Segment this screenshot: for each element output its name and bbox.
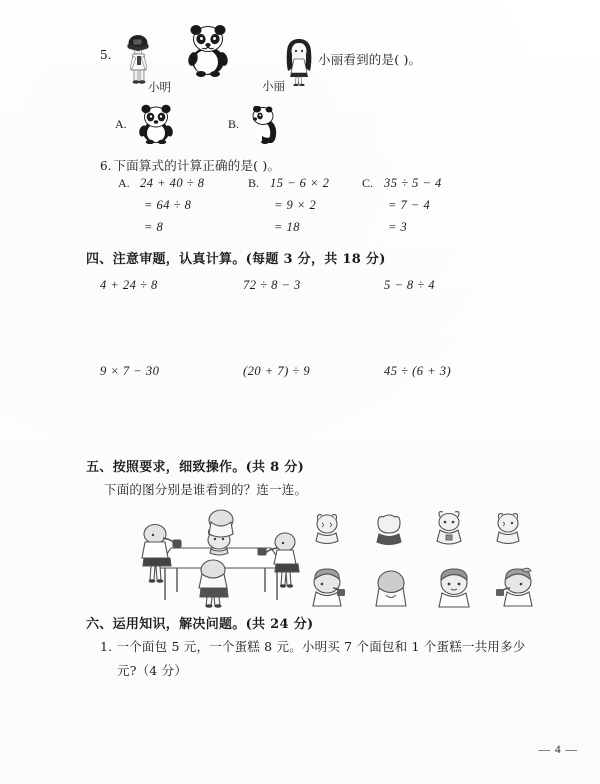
panda-figurine-icon — [186, 23, 232, 77]
page-number: — 4 — — [538, 744, 578, 756]
question-6-option-c-line3: = 3 — [388, 220, 408, 234]
section-4-expression: 5 − 8 ÷ 4 — [384, 278, 436, 292]
boy-with-cap-icon — [122, 32, 156, 84]
question-6-option-b-letter: B. — [248, 176, 260, 190]
question-5-option-b-letter[interactable]: B. — [228, 117, 240, 131]
toy-view-side-icon[interactable] — [432, 511, 466, 547]
question-6-option-a-line3: = 8 — [144, 220, 164, 234]
section-5-heading: 五、按照要求，细致操作。(共 8 分) — [86, 460, 305, 475]
question-6-option-a-line2: = 64 ÷ 8 — [144, 198, 192, 212]
section-6-problem-1-line-2: 元?（4 分） — [117, 663, 188, 678]
toy-view-front-icon[interactable] — [372, 511, 406, 547]
section-6-heading: 六、运用知识，解决问题。(共 24 分) — [86, 617, 314, 632]
panda-side-icon[interactable] — [250, 106, 282, 144]
question-6-option-b-line1: 15 − 6 × 2 — [270, 176, 330, 190]
question-5-prompt: 小丽看到的是( )。 — [318, 52, 422, 67]
question-6-number-text: 6. — [100, 159, 112, 173]
question-6-text: 下面算式的计算正确的是( )。 — [113, 158, 281, 173]
question-5-number: 5. — [100, 48, 112, 62]
panda-front-icon[interactable] — [136, 104, 176, 144]
child-head-left-icon[interactable] — [307, 568, 347, 608]
question-5-boy-label: 小明 — [148, 80, 171, 94]
question-5-girl-label: 小丽 — [262, 79, 285, 93]
section-6-problem-1-line-1: 1. 一个面包 5 元，一个蛋糕 8 元。小明买 7 个面包和 1 个蛋糕一共用多少 — [100, 639, 526, 654]
child-head-back-icon[interactable] — [372, 568, 410, 608]
section-4-expression: 9 × 7 − 30 — [100, 364, 160, 378]
question-6-option-c-line1: 35 ÷ 5 − 4 — [384, 176, 442, 190]
section-5-subtext: 下面的图分别是谁看到的？连一连。 — [104, 482, 308, 497]
question-6-option-b-line2: = 9 × 2 — [274, 198, 317, 212]
child-head-right-icon[interactable] — [494, 566, 536, 608]
section-4-expression: 72 ÷ 8 − 3 — [243, 278, 301, 292]
section-4-expression: 4 + 24 ÷ 8 — [100, 278, 158, 292]
question-6-number — [100, 156, 280, 174]
question-6-option-a-line1: 24 + 40 ÷ 8 — [140, 176, 205, 190]
section-4-expression: 45 ÷ (6 + 3) — [384, 364, 452, 378]
question-6-option-c-letter: C. — [362, 176, 374, 190]
question-6-option-c-line2: = 7 − 4 — [388, 198, 431, 212]
toy-view-angle-icon[interactable] — [492, 511, 526, 547]
child-head-front-icon[interactable] — [434, 568, 474, 608]
question-5-option-a-letter[interactable]: A. — [115, 117, 127, 131]
children-around-table-icon — [133, 508, 308, 608]
toy-view-back-icon[interactable] — [310, 511, 344, 547]
section-4-heading: 四、注意审题，认真计算。(每题 3 分，共 18 分) — [86, 252, 386, 267]
question-6-option-a-letter: A. — [118, 176, 130, 190]
question-6-option-b-line3: = 18 — [274, 220, 301, 234]
girl-long-hair-icon — [283, 36, 315, 86]
section-4-expression: (20 + 7) ÷ 9 — [243, 364, 311, 378]
